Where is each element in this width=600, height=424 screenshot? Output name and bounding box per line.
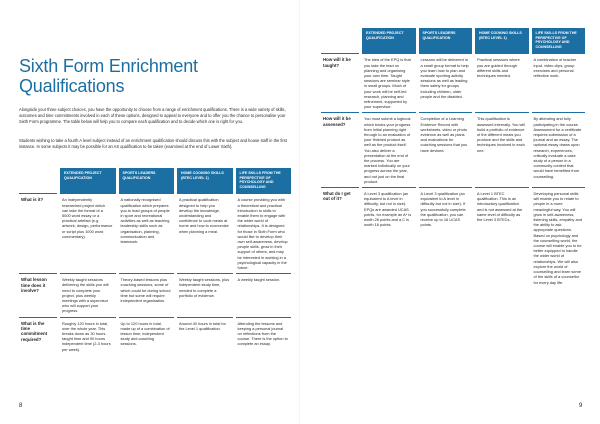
intro-paragraph-fourth-a-level: Students wishing to take a fourth A level subject instead of an enrichment qualification should discuss this with the subject and house staff in the first instance. In some subjects it may be possible for an AS qualification to be taken (examined at the end of Lower Sixth). [19, 138, 287, 149]
comparison-table-right [318, 28, 588, 288]
table-row-how-assessed [321, 112, 585, 187]
table-row-how-taught [321, 53, 585, 112]
column-header-sports-leaders: SPORTS LEADERS QUALIFICATION [119, 168, 175, 193]
table-cell: Attending the lessons and keeping a personal journal on reflections from the course. There is the option to complete an essay. [236, 317, 292, 355]
table-cell: A nationally recognised qualification which prepares you to lead groups of people in sport and recreational activities as well as teaching leadership skills such as organisation, planning, communication and teamwork. [119, 193, 175, 273]
table-row-what-do-i-get [321, 187, 585, 288]
table-cell: You must submit a logbook which tracks your progress from initial planning right through to an evaluation of your finished product as well as the product itself. You also deliver a presentation at the end of the process. You are marked holistically on your progress across the year, and not just on the final product. [362, 112, 416, 187]
table-cell: The idea of the EPQ is that you take the lead on planning and organising your own time. Taught sessions are seminar style in small groups. Much of your work will be self-led research, planning and refinement, supported by your supervisor. [362, 53, 416, 112]
table-cell: By attending and fully participating in the course. Assessment for a certificate requires submission of a journal and an essay. The optional essay draws upon research, experiences, critically evaluate a case study of a person in a community context that would have benefited from counselling. [532, 112, 586, 187]
row-label: How will it be taught? [321, 53, 359, 112]
column-header-epq: EXTENDED PROJECT QUALIFICATION [362, 28, 416, 53]
row-label: What lesson time does it involve? [19, 273, 57, 316]
table-cell: Lessons will be delivered in a small group format to help you learn how to plan and evaluate sporting activity sessions as well as leading them safely for groups including children, older people and the disabled. [419, 53, 473, 112]
table-cell: A combination of teacher input, video clips, group exercises and personal reflective work. [532, 53, 586, 112]
table-cell: Around 40 hours in total for the Level 1 qualification. [177, 317, 233, 355]
table-cell: A weekly taught session. [236, 273, 292, 316]
row-label: What is the time commitment required? [19, 317, 57, 355]
table-cell: A Level 3 qualification (an equivalent to A level in difficulty but not in size). If you successfully complete the qualification, you can receive up to 16 UCAS points. [419, 187, 473, 288]
table-cell: A course providing you with a theoretical and practical introduction to skills to enable them to engage with the wider world of relationships. It is designed for those in Sixth Form who would like to develop their own self-awareness, develop people skills, grow in their support of others, and may be interested in working in a psychological capacity in the future. [236, 193, 292, 273]
column-header-home-cooking: HOME COOKING SKILLS (BTEC LEVEL 1) [475, 28, 529, 53]
page-title: Sixth Form Enrichment Qualifications [19, 56, 198, 96]
table-cell: Weekly taught sessions delivering the skills you will need to complete your project, plus weekly meetings with a supervisor who will support your progress. [60, 273, 116, 316]
column-header-epq: EXTENDED PROJECT QUALIFICATION [60, 168, 116, 193]
table-row-lesson-time [19, 273, 291, 316]
table-cell: Up to 120 hours in total, made up of a combination of lesson time, independent study and coaching sessions. [119, 317, 175, 355]
table-cell: An independently researched project which can take the format of a 5000 word essay or a practical artefact (e.g. artwork, design, performance or script plus 1000 word commentary). [60, 193, 116, 273]
column-header-life-skills: LIFE SKILLS FROM THE PERSPECTIVE OF PSYCHOLOGY AND COUNSELLING [236, 168, 292, 193]
column-header-life-skills: LIFE SKILLS FROM THE PERSPECTIVE OF PSYCHOLOGY AND COUNSELLING [532, 28, 586, 53]
page-number-right: 9 [579, 403, 583, 409]
table-cell: Roughly 120 hours in total, over the whole year. This breaks down as 30 hours taught time and 90 hours independent time (2-3 hours per week). [60, 317, 116, 355]
row-label: What do I get out of it? [321, 187, 359, 288]
page-number-left: 8 [19, 403, 23, 409]
comparison-table-left [16, 168, 294, 355]
table-cell: Practical sessions where you are guided through different skills and techniques needed. [475, 53, 529, 112]
table-cell: Completion of a Learning Evidence Record with worksheets, video or photo evidence as well as plans and evaluations for coaching sessions that you have devised. [419, 112, 473, 187]
row-label: What is it? [19, 193, 57, 273]
row-label: How will it be assessed? [321, 112, 359, 187]
table-cell: This qualification is assessed internally. You will build a portfolio of evidence of the different meals you produce and the skills and techniques involved in each one. [475, 112, 529, 187]
table-cell: Theory-based lessons plus coaching sessions, some of which could be during school time but some will require independent organisation. [119, 273, 175, 316]
table-cell: A practical qualification designed to help you develop the knowledge, understanding and confidence to cook meals at home and how to economise when planning a meal. [177, 193, 233, 273]
column-header-sports-leaders: SPORTS LEADERS QUALIFICATION [419, 28, 473, 53]
table-header-row [19, 168, 291, 193]
intro-paragraph: Alongside your three subject choices, you have the opportunity to choose from a range of enrichment qualifications. There is a wide variety of skills, outcomes and time commitments involved in each of these options, designed to appeal to everyone and to offer you the chance to personalise your Sixth Form programme. The table below will help you to compare each qualification and to decide which one is right for you. [19, 107, 286, 124]
table-corner [321, 28, 359, 53]
table-row-time-commitment [19, 317, 291, 355]
table-cell: A Level 1 BTEC qualification. This is an introductory qualification and is not assessed at the same level of difficulty as the Level 3 BTECs. [475, 187, 529, 288]
table-corner [19, 168, 57, 193]
table-cell: Developing personal skills will enable you to relate to people in a more meaningful way. You will grow in self-awareness, listening skills, empathy and the ability to ask appropriate questions. Based on psychology and the counselling world, the course will enable you to be better equipped to handle the wider world of relationships. We will also explore the world of counselling and learn some of the skills of a counsellor for every day life. [532, 187, 586, 288]
table-row-what-is-it [19, 193, 291, 273]
table-cell: Weekly taught sessions, plus independent study time, needed to complete a portfolio of evidence. [177, 273, 233, 316]
table-header-row [321, 28, 585, 53]
column-header-home-cooking: HOME COOKING SKILLS (BTEC LEVEL 1) [177, 168, 233, 193]
table-cell: A Level 3 qualification (an equivalent to A level in difficulty, but not in size). EPQs are awarded UCAS points, for example an A* is worth 28 points and a C is worth 16 points. [362, 187, 416, 288]
